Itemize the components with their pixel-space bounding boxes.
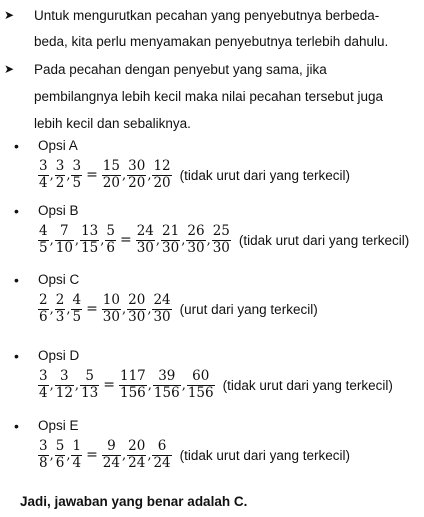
option-label: Opsi D	[38, 348, 80, 363]
fraction-numerator: 4	[39, 223, 48, 239]
fraction	[38, 440, 49, 470]
comma-separator: ,	[49, 377, 54, 393]
fraction	[38, 225, 49, 255]
option-equation	[38, 440, 350, 470]
arrow-bullet-icon: ➤	[4, 8, 15, 22]
fraction-numerator: 25	[212, 223, 230, 239]
fraction-denominator: 20	[153, 174, 171, 191]
fraction-numerator: 15	[102, 158, 120, 174]
fraction-denominator: 2	[55, 174, 65, 191]
fraction	[71, 294, 82, 324]
fraction-numerator: 1	[72, 438, 82, 454]
option-equation	[38, 160, 350, 190]
fraction	[71, 440, 82, 470]
comma-separator: ,	[147, 447, 152, 463]
option-label: Opsi C	[38, 272, 80, 287]
fraction	[212, 225, 231, 255]
comma-separator: ,	[206, 232, 211, 248]
fraction-denominator: 10	[55, 239, 73, 256]
fraction	[136, 225, 155, 255]
option-equation	[38, 225, 409, 255]
equals-sign: =	[86, 301, 98, 317]
fraction-numerator: 2	[39, 292, 48, 308]
option-label: Opsi B	[38, 203, 79, 218]
option-note: (tidak urut dari yang terkecil)	[222, 377, 393, 393]
fraction-numerator: 2	[55, 292, 65, 308]
equals-sign: =	[86, 447, 98, 463]
fraction-numerator: 20	[128, 292, 146, 308]
fraction	[127, 440, 146, 470]
comma-separator: ,	[181, 232, 186, 248]
fraction-denominator: 5	[72, 174, 82, 191]
comma-separator: ,	[49, 301, 54, 317]
comma-separator: ,	[147, 301, 152, 317]
fraction-denominator: 20	[102, 174, 120, 191]
comma-separator: ,	[181, 377, 186, 393]
fraction-numerator: 6	[157, 438, 167, 454]
fraction	[38, 294, 49, 324]
fraction	[161, 225, 180, 255]
comma-separator: ,	[121, 167, 127, 183]
fraction-numerator: 5	[55, 438, 65, 454]
comma-separator: ,	[49, 167, 54, 183]
fraction-numerator: 3	[60, 368, 69, 384]
fraction	[38, 160, 49, 190]
bullet-icon: •	[14, 272, 19, 288]
fraction	[152, 294, 171, 324]
bullet-icon: •	[14, 418, 19, 434]
fraction-denominator: 8	[39, 454, 48, 471]
fraction-denominator: 4	[39, 384, 48, 401]
fraction	[71, 160, 82, 190]
fraction	[186, 225, 205, 255]
bullet-icon: •	[14, 203, 19, 219]
fraction	[153, 370, 181, 400]
fraction	[55, 160, 66, 190]
fraction-denominator: 30	[212, 239, 230, 256]
fraction	[152, 160, 171, 190]
conclusion: Jadi, jawaban yang benar adalah C.	[20, 494, 248, 509]
fraction-denominator: 30	[136, 239, 154, 256]
option-note: (tidak urut dari yang terkecil)	[238, 232, 410, 248]
fraction-numerator: 12	[153, 158, 171, 174]
comma-separator: ,	[66, 301, 71, 317]
fraction-numerator: 3	[39, 438, 48, 454]
fraction-numerator: 20	[128, 438, 146, 454]
fraction-numerator: 5	[106, 223, 115, 239]
fraction-denominator: 156	[187, 384, 214, 401]
fraction	[152, 440, 171, 470]
comma-separator: ,	[147, 167, 152, 183]
fraction	[127, 294, 146, 324]
fraction-denominator: 30	[153, 308, 171, 325]
comma-separator: ,	[74, 232, 80, 248]
fraction-denominator: 30	[187, 239, 205, 256]
option-equation	[38, 370, 393, 400]
fraction-denominator: 156	[153, 384, 180, 401]
fraction-numerator: 117	[119, 368, 146, 384]
fraction	[105, 225, 116, 255]
fraction	[55, 440, 66, 470]
fraction-numerator: 13	[81, 223, 99, 239]
fraction-numerator: 24	[153, 292, 171, 308]
fraction-numerator: 7	[60, 223, 69, 239]
fraction-denominator: 20	[128, 174, 146, 191]
fraction-denominator: 6	[39, 308, 48, 325]
fraction-numerator: 10	[102, 292, 120, 308]
comma-separator: ,	[100, 232, 105, 248]
fraction-denominator: 3	[55, 308, 65, 325]
fraction	[38, 370, 49, 400]
equals-sign: =	[86, 167, 98, 183]
option-label: Opsi E	[38, 418, 79, 433]
fraction-denominator: 30	[102, 308, 120, 325]
fraction	[127, 160, 146, 190]
comma-separator: ,	[121, 301, 127, 317]
fraction-numerator: 9	[107, 438, 116, 454]
fraction-numerator: 3	[39, 368, 48, 384]
fraction	[119, 370, 147, 400]
point-2-line-2: pembilangnya lebih kecil maka nilai pecahan tersebut juga	[34, 89, 383, 104]
fraction-numerator: 5	[85, 368, 94, 384]
comma-separator: ,	[155, 232, 161, 248]
fraction	[102, 440, 121, 470]
point-1-line-1: Untuk mengurutkan pecahan yang penyebutnya berbeda-	[34, 8, 380, 23]
option-note: (tidak urut dari yang terkecil)	[179, 167, 350, 183]
fraction	[102, 160, 121, 190]
equals-sign: =	[119, 232, 132, 248]
fraction	[80, 370, 99, 400]
fraction-numerator: 30	[128, 158, 146, 174]
equals-sign: =	[103, 377, 115, 393]
fraction-numerator: 3	[72, 158, 82, 174]
fraction-denominator: 24	[128, 454, 146, 471]
comma-separator: ,	[66, 167, 71, 183]
fraction	[80, 225, 99, 255]
option-equation	[38, 294, 318, 324]
fraction-denominator: 15	[81, 239, 99, 256]
fraction-denominator: 6	[55, 454, 65, 471]
option-note: (urut dari yang terkecil)	[179, 301, 318, 317]
fraction-denominator: 24	[102, 454, 120, 471]
fraction-numerator: 4	[72, 292, 82, 308]
fraction-numerator: 3	[55, 158, 65, 174]
fraction-denominator: 5	[72, 308, 82, 325]
fraction-numerator: 24	[136, 223, 154, 239]
comma-separator: ,	[147, 377, 152, 393]
comma-separator: ,	[66, 447, 71, 463]
fraction	[55, 294, 66, 324]
bullet-icon: •	[14, 348, 19, 364]
point-1-line-2: beda, kita perlu menyamakan penyebutnya terlebih dahulu.	[34, 34, 389, 49]
option-note: (tidak urut dari yang terkecil)	[179, 447, 350, 463]
point-2-line-1: Pada pecahan dengan penyebut yang sama, jika	[34, 62, 327, 77]
fraction-numerator: 60	[192, 368, 210, 384]
option-label: Opsi A	[38, 138, 78, 153]
arrow-bullet-icon: ➤	[4, 62, 15, 76]
fraction-numerator: 3	[39, 158, 48, 174]
fraction-numerator: 39	[158, 368, 176, 384]
comma-separator: ,	[49, 447, 54, 463]
fraction-denominator: 5	[39, 239, 48, 256]
fraction-denominator: 30	[128, 308, 146, 325]
fraction-numerator: 21	[162, 223, 180, 239]
fraction-denominator: 4	[72, 454, 82, 471]
comma-separator: ,	[74, 377, 80, 393]
comma-separator: ,	[49, 232, 54, 248]
point-2-line-3: lebih kecil dan sebaliknya.	[34, 116, 191, 131]
fraction	[187, 370, 215, 400]
fraction-denominator: 6	[106, 239, 115, 256]
fraction-denominator: 12	[55, 384, 73, 401]
fraction-denominator: 4	[39, 174, 48, 191]
fraction-denominator: 13	[81, 384, 99, 401]
fraction	[55, 225, 74, 255]
fraction	[55, 370, 74, 400]
fraction-denominator: 30	[162, 239, 180, 256]
fraction-numerator: 26	[187, 223, 205, 239]
bullet-icon: •	[14, 138, 19, 154]
comma-separator: ,	[121, 447, 127, 463]
fraction-denominator: 156	[119, 384, 146, 401]
fraction	[102, 294, 121, 324]
fraction-denominator: 24	[153, 454, 171, 471]
